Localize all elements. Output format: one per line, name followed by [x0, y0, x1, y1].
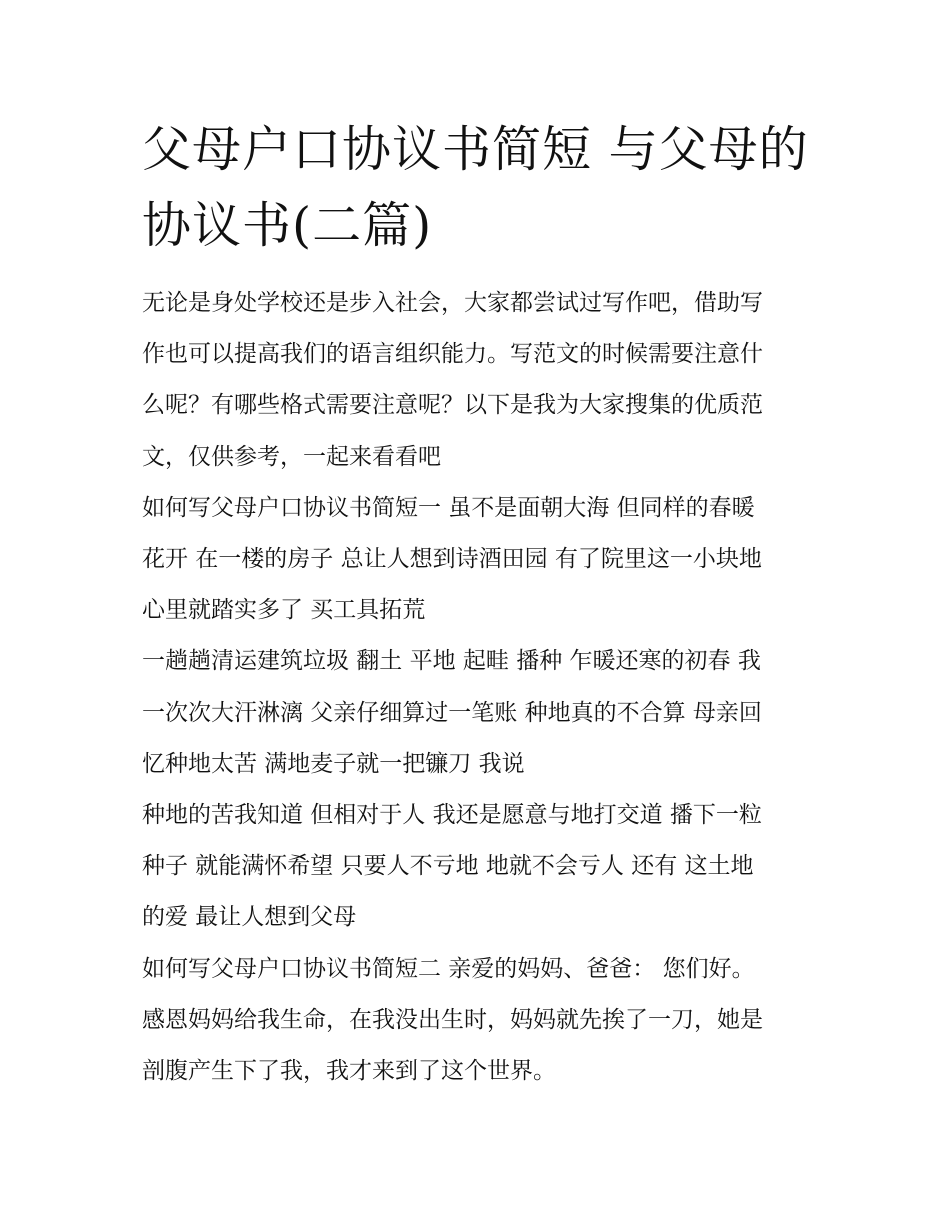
document-title: [142, 112, 814, 264]
body-line: 种子 就能满怀希望 只要人不亏地 地就不会亏人 还有 这土地: [142, 853, 754, 880]
body-line: 作也可以提高我们的语言组织能力。写范文的时候需要注意什: [142, 341, 763, 368]
body-line: 心里就踏实多了 买工具拓荒: [142, 597, 426, 624]
body-line: 无论是身处学校还是步入社会，大家都尝试过写作吧，借助写: [142, 290, 763, 316]
body-line: 忆种地太苦 满地麦子就一把镰刀 我说: [142, 750, 525, 777]
body-line: 剖腹产生下了我，我才来到了这个世界。: [142, 1058, 556, 1085]
body-line: 文，仅供参考，一起来看看吧: [142, 443, 441, 470]
body-line: 一趟趟清运建筑垃圾 翻土 平地 起畦 播种 乍暖还寒的初春 我: [142, 648, 761, 675]
body-line: 的爱 最让人想到父母: [142, 904, 357, 931]
body-line: 感恩妈妈给我生命，在我没出生时，妈妈就先挨了一刀，她是: [142, 1006, 763, 1033]
body-line: 种地的苦我知道 但相对于人 我还是愿意与地打交道 播下一粒: [142, 802, 762, 829]
body-line: 花开 在一楼的房子 总让人想到诗酒田园 有了院里这一小块地: [142, 546, 762, 573]
body-line: 如何写父母户口协议书简短二 亲爱的妈妈、爸爸： 您们好。: [142, 955, 755, 982]
body-line: 一次次大汗淋漓 父亲仔细算过一笔账 种地真的不合算 母亲回: [142, 699, 762, 726]
document-body: [142, 278, 814, 1097]
body-line: 如何写父母户口协议书简短一 虽不是面朝大海 但同样的春暖: [142, 494, 755, 521]
document-content: [142, 112, 814, 1097]
title-line-2: 协议书(二篇): [142, 197, 433, 254]
title-line-1: 父母户口协议书简短 与父母的: [142, 121, 809, 178]
body-line: 么呢？有哪些格式需要注意呢？以下是我为大家搜集的优质范: [142, 392, 763, 419]
